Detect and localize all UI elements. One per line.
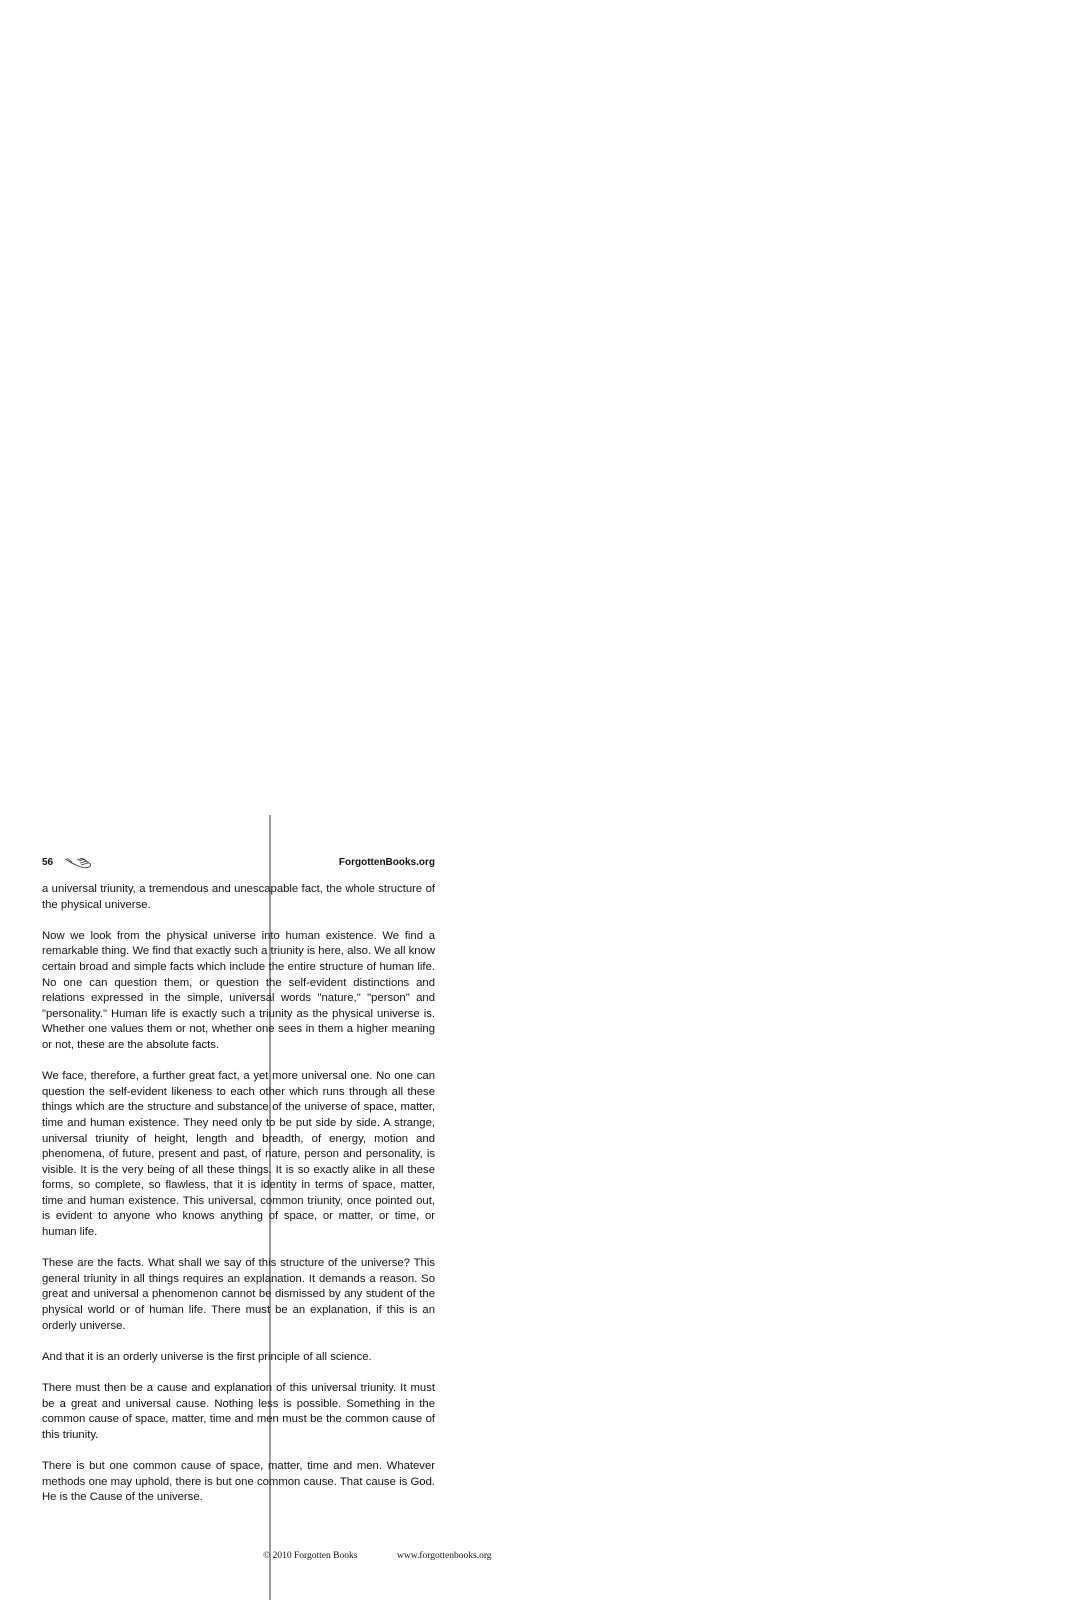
paragraph-1: a universal triunity, a tremendous and unescapable fact, the whole structure of the physical universe.: [42, 883, 435, 911]
pointing-hand-icon: [64, 855, 92, 871]
paragraph-6: There must then be a cause and explanation of this universal triunity. It must be a great and universal cause. Nothing less is possible. Something in the common cause of space, matter, time and men must be the common cause of this triunity.: [42, 1382, 435, 1441]
page-footer: [0, 1551, 1067, 1565]
paragraph-5: And that it is an orderly universe is the first principle of all science.: [42, 1350, 372, 1363]
paragraph-4: These are the facts. What shall we say of this structure of the universe? This general triunity in all things requires an explanation. It demands a reason. So great and universal a phenomenon cannot be dismissed by any student of the physical world or of human life. There must be an explanation, if this is an orderly universe.: [42, 1257, 435, 1332]
paragraph-2: Now we look from the physical universe into human existence. We find a remarkable thing. We find that exactly such a triunity is here, also. We all know certain broad and simple facts which include the entire structure of human life. No one can question them, or question the self-evident distinctions and relations expressed in the simple, universal words "nature," "person" and "personality." Human life is exactly such a triunity as the physical universe is. Whether one values them or not, whether one sees in them a higher meaning or not, these are the absolute facts.: [42, 929, 435, 1051]
paragraph-7: There is but one common cause of space, matter, time and men. Whatever methods one may uphold, there is but one common cause. That cause is God. He is the Cause of the universe.: [42, 1459, 435, 1504]
footer-url: www.forgottenbooks.org: [397, 1551, 492, 1561]
body-text: [42, 882, 435, 1521]
page-header: [42, 855, 435, 873]
page-number: 56: [42, 857, 54, 868]
copyright-notice: © 2010 Forgotten Books: [263, 1551, 358, 1561]
site-label: ForgottenBooks.org: [338, 857, 435, 868]
paragraph-3: We face, therefore, a further great fact, a yet more universal one. No one can question the self-evident likeness to each other which runs through all these things which are the structure and substance of the universe of space, matter, time and human existence. They need only to be put side by side. A strange, universal triunity of height, length and breadth, of energy, motion and phenomena, of future, present and past, of nature, person and personality, is visible. It is the very being of all these things. It is so exactly alike in all these forms, so complete, so flawless, that it is identity in terms of space, matter, time and human existence. This universal, common triunity, once pointed out, is evident to anyone who knows anything of space, or matter, or time, or human life.: [42, 1070, 435, 1239]
